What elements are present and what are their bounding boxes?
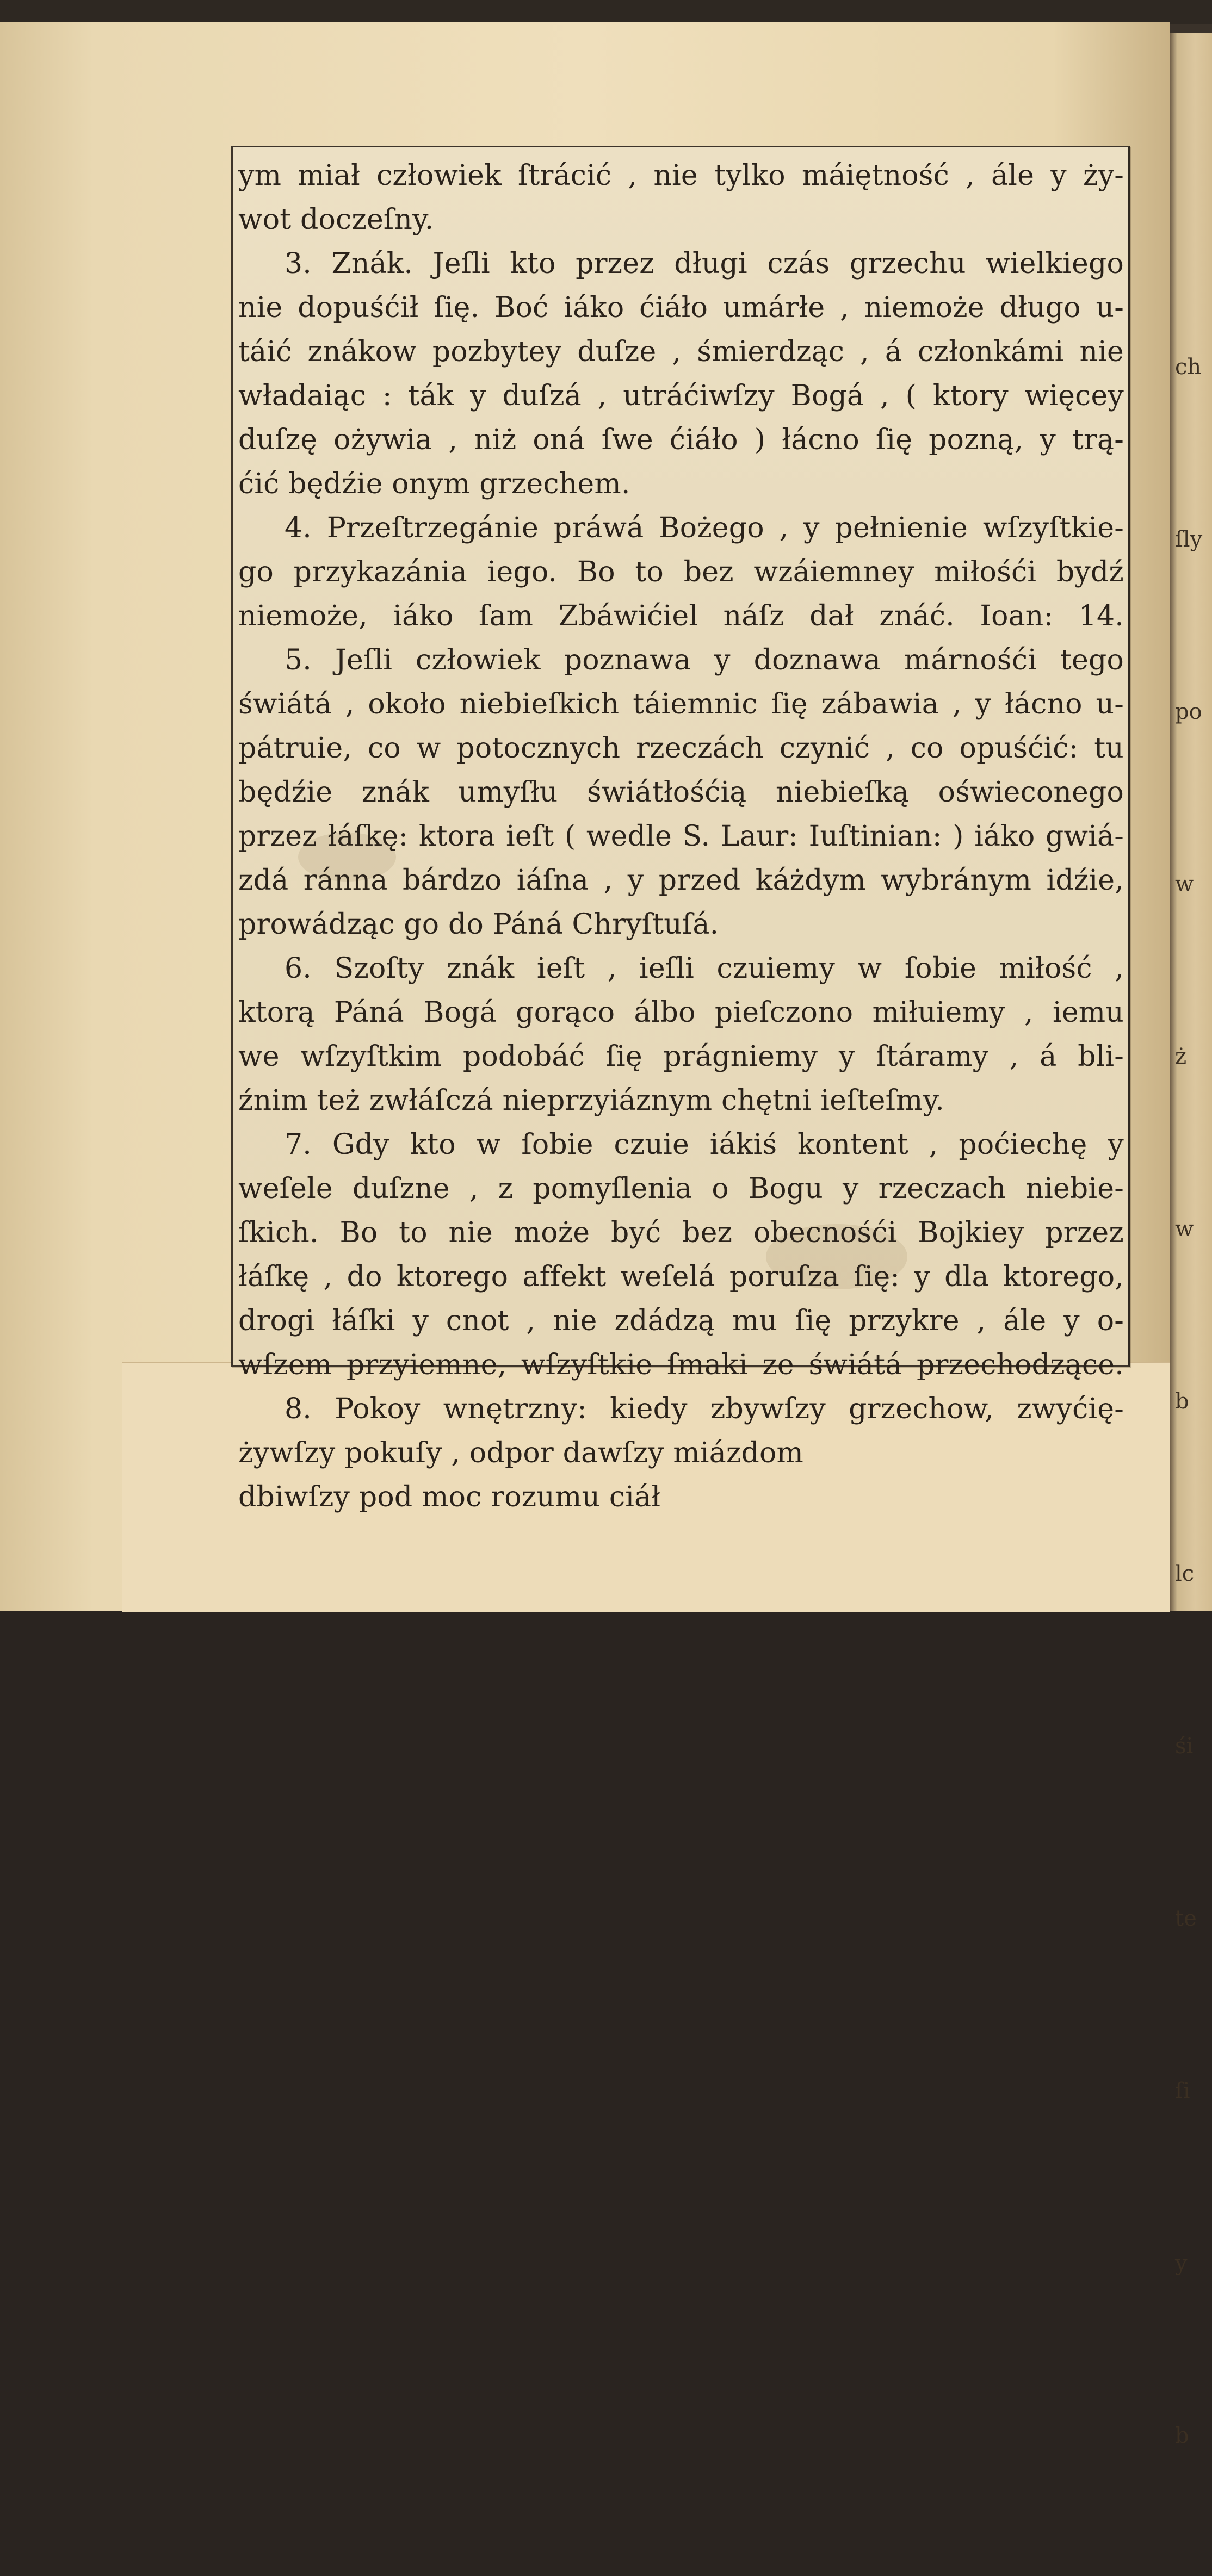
text-line: źnim też zwłáſczá nieprzyiáznym chętni ieſteſmy. [238, 1084, 944, 1117]
text-line: zdá ránna bárdzo iáſna , y przed káżdym wybránym idźie, [238, 864, 1124, 897]
adjacent-fragment: b [1175, 1389, 1189, 1414]
adjacent-page-text [1175, 207, 1212, 2576]
adjacent-fragment: ż [1175, 1044, 1187, 1069]
text-line: ćić będźie onym grzechem. [238, 468, 630, 500]
text-line: 8. Pokoy wnętrzny: kiedy zbywſzy grzechow, zwyćię- [285, 1393, 1124, 1425]
adjacent-fragment: ſi [1175, 2078, 1190, 2103]
text-line: żywſzy pokuſy , odpor dawſzy miázdom [238, 1437, 803, 1469]
text-line: pátruie, co w potocznych rzeczách czynić , co opuśćić: tu [238, 732, 1124, 765]
text-line: 5. Jeſli człowiek poznawa y doznawa márnośći tego [285, 644, 1124, 676]
adjacent-fragment: y [1175, 2251, 1188, 2276]
adjacent-fragment: lc [1175, 1561, 1195, 1586]
adjacent-fragment: w [1175, 872, 1194, 897]
adjacent-fragment: po [1175, 699, 1202, 724]
pasted-text-clipping [231, 146, 1130, 1513]
text-line: niemoże, iáko ſam Zbáwićiel náſz dał znáć. Ioan: 14. [238, 600, 1124, 632]
text-line: ym miał człowiek ſtrácić , nie tylko máiętność , ále y ży- [238, 159, 1124, 192]
text-line: go przykazánia iego. Bo to bez wzáiemney miłośći bydź [238, 556, 1124, 588]
text-line: przez łáſkę: ktora ieſt ( wedle S. Laur: Iuſtinian: ) iáko gwiá- [238, 820, 1124, 853]
scan-top-margin [0, 0, 1212, 24]
text-line: ſkich. Bo to nie może być bez obecnośći Bojkiey przez [238, 1216, 1124, 1249]
text-line: 3. Znák. Jeſli kto przez długi czás grzechu wielkiego [285, 247, 1124, 280]
adjacent-fragment: ſly [1175, 527, 1203, 552]
text-line: 4. Przeſtrzegánie práwá Bożego , y pełnienie wſzyſtkie- [285, 512, 1124, 544]
adjacent-fragment: w [1175, 1216, 1194, 1242]
text-line: ktorą Páná Bogá gorąco álbo pieſczono miłuiemy , iemu [238, 996, 1124, 1029]
text-line: 6. Szoſty znák ieſt , ieſli czuiemy w ſobie miłość , [285, 952, 1124, 985]
adjacent-fragment: ch [1175, 355, 1202, 380]
text-line: táić znákow pozbytey duſze , śmierdząc , á członkámi nie [238, 336, 1124, 368]
text-line: drogi łáſki y cnot , nie zdádzą mu ſię przykre , ále y o- [238, 1305, 1124, 1337]
text-line: we wſzyſtkim podobáć ſię prágniemy y ſtáramy , á bli- [238, 1040, 1124, 1073]
text-line: wot doczeſny. [238, 203, 434, 236]
adjacent-fragment: te [1175, 1906, 1197, 1931]
text-line: nie dopuśćił ſię. Boć iáko ćiáło umárłe , niemoże długo u- [238, 291, 1124, 324]
text-line: dbiwſzy pod moc rozumu ciáł [238, 1481, 661, 1513]
text-line: 7. Gdy kto w ſobie czuie iákiś kontent , poćiechę y [285, 1128, 1124, 1161]
text-line: władaiąc : ták y duſzá , utráćiwſzy Bogá , ( ktory więcey [238, 380, 1124, 412]
text-line: łáſkę , do ktorego affekt weſelá poruſza ſię: y dla ktorego, [238, 1261, 1124, 1293]
adjacent-fragment: śi [1175, 1734, 1194, 1759]
text-line: wſzem przyiemne, wſzyſtkie ſmaki ze świátá przechodzące. [238, 1349, 1124, 1381]
text-line: prowádząc go do Páná Chryſtuſá. [238, 908, 719, 941]
clipping-body [238, 154, 1124, 1519]
text-line: duſzę ożywia , niż oná ſwe ćiáło ) łácno ſię pozną, y trą- [238, 424, 1124, 456]
text-line: będźie znák umyſłu świátłośćią niebieſką oświeconego [238, 776, 1124, 809]
text-line: weſele duſzne , z pomyſlenia o Bogu y rzeczach niebie- [238, 1172, 1124, 1205]
adjacent-fragment: b [1175, 2423, 1189, 2448]
text-line: świátá , około niebieſkich táiemnic ſię zábawia , y łácno u- [238, 688, 1124, 721]
